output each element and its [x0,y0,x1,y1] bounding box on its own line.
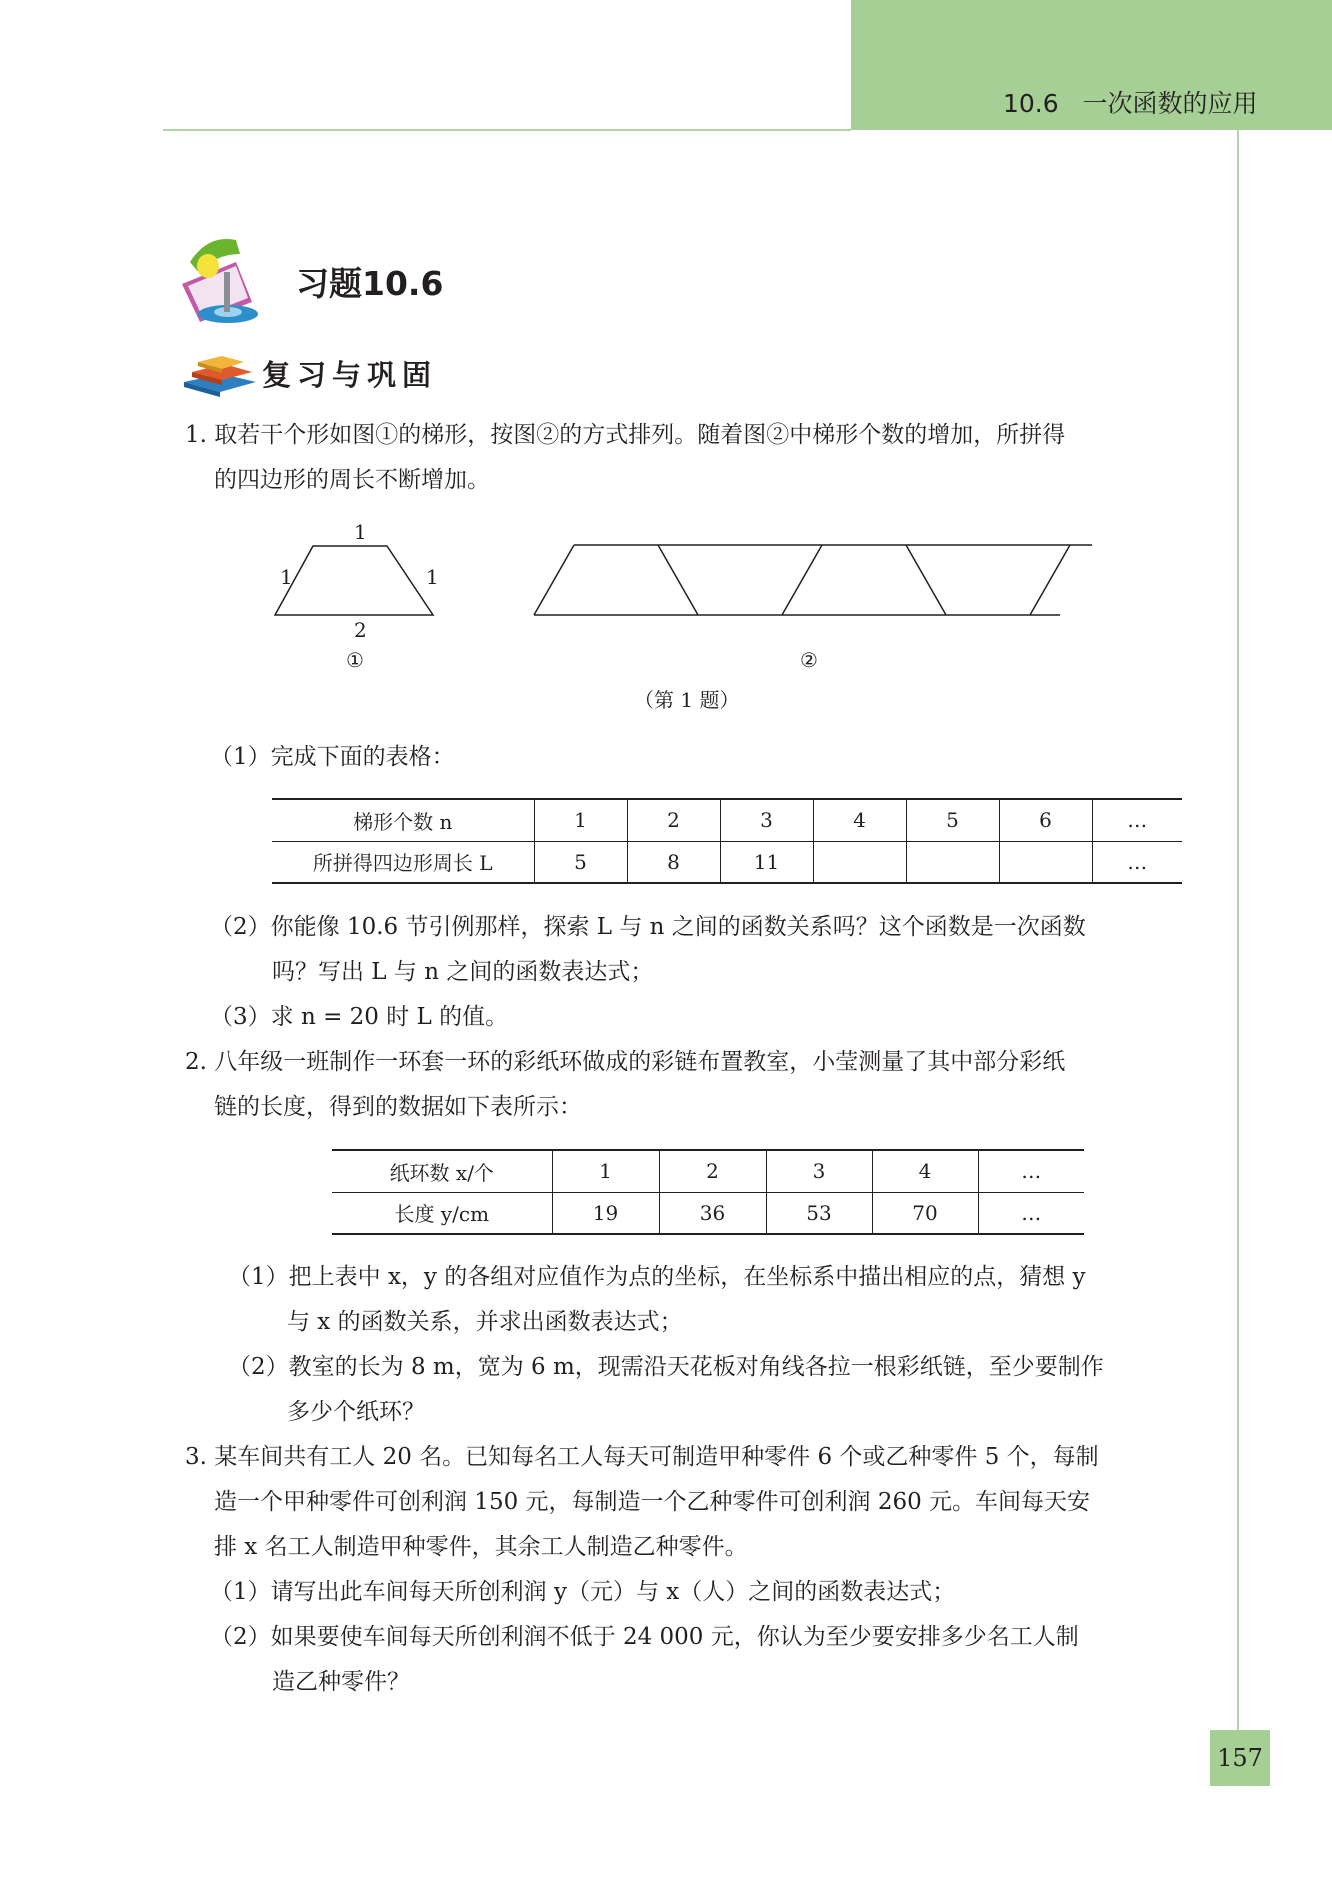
table-cell: 1 [552,1150,659,1192]
table-cell: … [1092,799,1182,841]
table-cell: 70 [872,1192,978,1234]
row-header: 梯形个数 n [272,799,534,841]
trapezoid-row-figure [530,535,1100,620]
section-title: 一次函数的应用 [1082,89,1258,118]
problem2-q1-line1: （1）把上表中 x，y 的各组对应值作为点的坐标，在坐标系中描出相应的点，猜想 y [228,1264,1086,1290]
table-cell: 53 [766,1192,872,1234]
table-cell [999,841,1092,883]
table-row [272,799,1182,841]
table-cell: 6 [999,799,1092,841]
problem3-line3: 排 x 名工人制造甲种零件，其余工人制造乙种零件。 [214,1534,748,1560]
table-row [272,841,1182,883]
figure-caption: （第 1 题） [634,688,740,712]
exercise-title: 习题10.6 [296,264,444,303]
trapezoid-right-label: 1 [426,565,439,589]
table-cell: 3 [720,799,813,841]
table-row [332,1192,1084,1234]
section-heading: 复习与巩固 [262,358,438,392]
trapezoid-table [272,798,1182,884]
table-cell: 1 [534,799,627,841]
problem1-line2: 的四边形的周长不断增加。 [214,467,490,493]
side-rule [1237,130,1239,1750]
problem2-q2-line2: 多少个纸环？ [287,1399,425,1425]
figure2-label: ② [800,648,818,672]
header-rule [163,129,851,131]
problem3-line2: 造一个甲种零件可创利润 150 元，每制造一个乙种零件可创利润 260 元。车间每天安 [214,1489,1091,1515]
table-cell: 5 [906,799,999,841]
problem2-q1-line2: 与 x 的函数关系，并求出函数表达式； [287,1309,683,1335]
problem1-line1: 1. 取若干个形如图①的梯形，按图②的方式排列。随着图②中梯形个数的增加，所拼得 [185,422,1066,448]
row-header: 纸环数 x/个 [332,1150,552,1192]
problem2-line1: 2. 八年级一班制作一环套一环的彩纸环做成的彩链布置教室，小莹测量了其中部分彩纸 [185,1049,1066,1075]
table-cell: 2 [659,1150,766,1192]
trapezoid-bottom-label: 2 [354,618,367,642]
table-cell: 11 [720,841,813,883]
trapezoid-left-label: 1 [280,565,293,589]
figure1-label: ① [346,648,364,672]
problem1-q1: （1）完成下面的表格： [210,744,455,770]
problem2-q2-line1: （2）教室的长为 8 m，宽为 6 m，现需沿天花板对角线各拉一根彩纸链，至少要制作 [228,1354,1104,1380]
page-number: 157 [1210,1730,1270,1786]
problem3-q2-line2: 造乙种零件？ [272,1669,410,1695]
problem1-q2-line1: （2）你能像 10.6 节引例那样，探索 L 与 n 之间的函数关系吗？这个函数是一次函数 [210,914,1086,940]
paper-ring-table [332,1149,1084,1235]
table-cell: … [1092,841,1182,883]
table-cell: 3 [766,1150,872,1192]
problem2-line2: 链的长度，得到的数据如下表所示： [214,1094,582,1120]
table-cell [906,841,999,883]
table-cell: 5 [534,841,627,883]
trapezoid-top-label: 1 [354,520,367,544]
table-cell: 4 [813,799,906,841]
books-icon [182,352,260,398]
problem1-q3: （3）求 n = 20 时 L 的值。 [210,1004,509,1030]
section-number: 10.6 [1003,89,1059,118]
problem3-q2-line1: （2）如果要使车间每天所创利润不低于 24 000 元，你认为至少要安排多少名工人制 [210,1624,1079,1650]
table-cell: … [978,1192,1084,1234]
row-header: 所拼得四边形周长 L [272,841,534,883]
problem3-q1: （1）请写出此车间每天所创利润 y（元）与 x（人）之间的函数表达式； [210,1579,956,1605]
table-cell: 19 [552,1192,659,1234]
desk-lamp-icon [178,232,288,332]
row-header: 长度 y/cm [332,1192,552,1234]
table-cell [813,841,906,883]
problem3-line1: 3. 某车间共有工人 20 名。已知每名工人每天可制造甲种零件 6 个或乙种零件 5 个，每制 [185,1444,1099,1470]
table-cell: 36 [659,1192,766,1234]
table-cell: 8 [627,841,720,883]
table-cell: 2 [627,799,720,841]
running-header [1003,84,1258,120]
table-row [332,1150,1084,1192]
table-cell: 4 [872,1150,978,1192]
problem1-q2-line2: 吗？写出 L 与 n 之间的函数表达式； [272,959,654,985]
table-cell: … [978,1150,1084,1192]
